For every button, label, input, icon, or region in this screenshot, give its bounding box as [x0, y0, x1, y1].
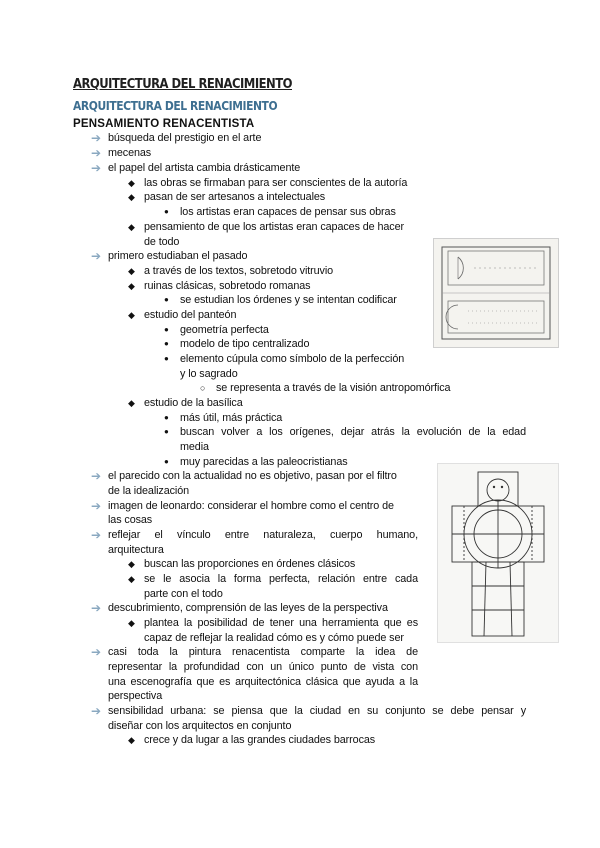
list-item: se estudian los órdenes y se intentan codificar: [180, 294, 397, 306]
anthropomorphic-plan-image: [437, 463, 559, 643]
list-item-continuation: representar la profundidad con un único punto de vista con: [108, 661, 418, 673]
list-item: geometría perfecta: [180, 324, 269, 336]
arrow-bullet-icon: ➔: [91, 528, 102, 542]
diamond-bullet-icon: ◆: [128, 178, 135, 188]
list-item: sensibilidad urbana: se piensa que la ciudad en su conjunto se debe pensar y: [108, 705, 526, 717]
document-title: ARQUITECTURA DEL RENACIMIENTO: [73, 76, 293, 92]
list-item: más útil, más práctica: [180, 412, 283, 424]
section-heading: PENSAMIENTO RENACENTISTA: [73, 118, 255, 130]
dot-bullet-icon: ●: [164, 457, 169, 466]
list-item: se le asocia la forma perfecta, relación entre cada: [144, 573, 418, 585]
dot-bullet-icon: ●: [164, 427, 169, 436]
diamond-bullet-icon: ◆: [128, 192, 135, 202]
list-item: mecenas: [108, 147, 152, 159]
list-item: plantea la posibilidad de tener una herramienta que es: [144, 617, 418, 629]
list-item: muy parecidas a las paleocristianas: [180, 456, 348, 468]
list-item-continuation: media: [180, 441, 209, 453]
list-item: los artistas eran capaces de pensar sus obras: [180, 206, 396, 218]
diamond-bullet-icon: ◆: [128, 281, 135, 291]
dot-bullet-icon: ●: [164, 207, 169, 216]
diamond-bullet-icon: ◆: [128, 618, 135, 628]
list-item: el papel del artista cambia drásticamente: [108, 162, 301, 174]
arrow-bullet-icon: ➔: [91, 146, 102, 160]
arrow-bullet-icon: ➔: [91, 469, 102, 483]
list-item-continuation: de todo: [144, 236, 180, 248]
list-item-continuation: las cosas: [108, 514, 153, 526]
list-item: estudio del panteón: [144, 309, 237, 321]
list-item: reflejar el vínculo entre naturaleza, cuerpo humano,: [108, 529, 418, 541]
list-item: a través de los textos, sobretodo vitruvio: [144, 265, 334, 277]
list-item: pensamiento de que los artistas eran capaces de hacer: [144, 221, 404, 233]
list-item: primero estudiaban el pasado: [108, 250, 248, 262]
diamond-bullet-icon: ◆: [128, 735, 135, 745]
list-item: crece y da lugar a las grandes ciudades barrocas: [144, 734, 376, 746]
list-item: elemento cúpula como símbolo de la perfección: [180, 353, 405, 365]
dot-bullet-icon: ●: [164, 325, 169, 334]
list-item: descubrimiento, comprensión de las leyes de la perspectiva: [108, 602, 388, 614]
arrow-bullet-icon: ➔: [91, 704, 102, 718]
list-item-continuation: capaz de reflejar la realidad cómo es y cómo puede ser: [144, 632, 404, 644]
list-item: estudio de la basílica: [144, 397, 243, 409]
plan-drawing-icon: [434, 239, 558, 347]
list-item: ruinas clásicas, sobretodo romanas: [144, 280, 311, 292]
document-subtitle: ARQUITECTURA DEL RENACIMIENTO: [73, 98, 278, 113]
dot-bullet-icon: ●: [164, 413, 169, 422]
circle-bullet-icon: ○: [200, 383, 206, 393]
list-item: modelo de tipo centralizado: [180, 338, 310, 350]
dot-bullet-icon: ●: [164, 354, 169, 363]
list-item: se representa a través de la visión antropomórfica: [216, 382, 451, 394]
arrow-bullet-icon: ➔: [91, 131, 102, 145]
list-item: el parecido con la actualidad no es objetivo, pasan por el filtro: [108, 470, 397, 482]
architectural-plan-image: [433, 238, 559, 348]
list-item-continuation: una escenografía que es arquitectónica clásica que ayuda a la: [108, 676, 418, 688]
list-item: búsqueda del prestigio en el arte: [108, 132, 262, 144]
diamond-bullet-icon: ◆: [128, 222, 135, 232]
diamond-bullet-icon: ◆: [128, 266, 135, 276]
diamond-bullet-icon: ◆: [128, 574, 135, 584]
list-item: buscan las proporciones en órdenes clásicos: [144, 558, 356, 570]
list-item: pasan de ser artesanos a intelectuales: [144, 191, 326, 203]
dot-bullet-icon: ●: [164, 295, 169, 304]
arrow-bullet-icon: ➔: [91, 645, 102, 659]
list-item: las obras se firmaban para ser conscientes de la autoría: [144, 177, 408, 189]
arrow-bullet-icon: ➔: [91, 601, 102, 615]
diamond-bullet-icon: ◆: [128, 398, 135, 408]
list-item-continuation: diseñar con los arquitectos en conjunto: [108, 720, 292, 732]
list-item-continuation: de la idealización: [108, 485, 190, 497]
list-item-continuation: perspectiva: [108, 690, 163, 702]
list-item: casi toda la pintura renacentista comparte la idea de: [108, 646, 418, 658]
list-item-continuation: arquitectura: [108, 544, 164, 556]
list-item: buscan volver a los orígenes, dejar atrás la evolución de la edad: [180, 426, 526, 438]
dot-bullet-icon: ●: [164, 339, 169, 348]
arrow-bullet-icon: ➔: [91, 161, 102, 175]
diamond-bullet-icon: ◆: [128, 559, 135, 569]
list-item-continuation: y lo sagrado: [180, 368, 238, 380]
vitruvian-figure-icon: [438, 464, 558, 642]
arrow-bullet-icon: ➔: [91, 499, 102, 513]
list-item: imagen de leonardo: considerar el hombre como el centro de: [108, 500, 394, 512]
arrow-bullet-icon: ➔: [91, 249, 102, 263]
diamond-bullet-icon: ◆: [128, 310, 135, 320]
list-item-continuation: parte con el todo: [144, 588, 223, 600]
